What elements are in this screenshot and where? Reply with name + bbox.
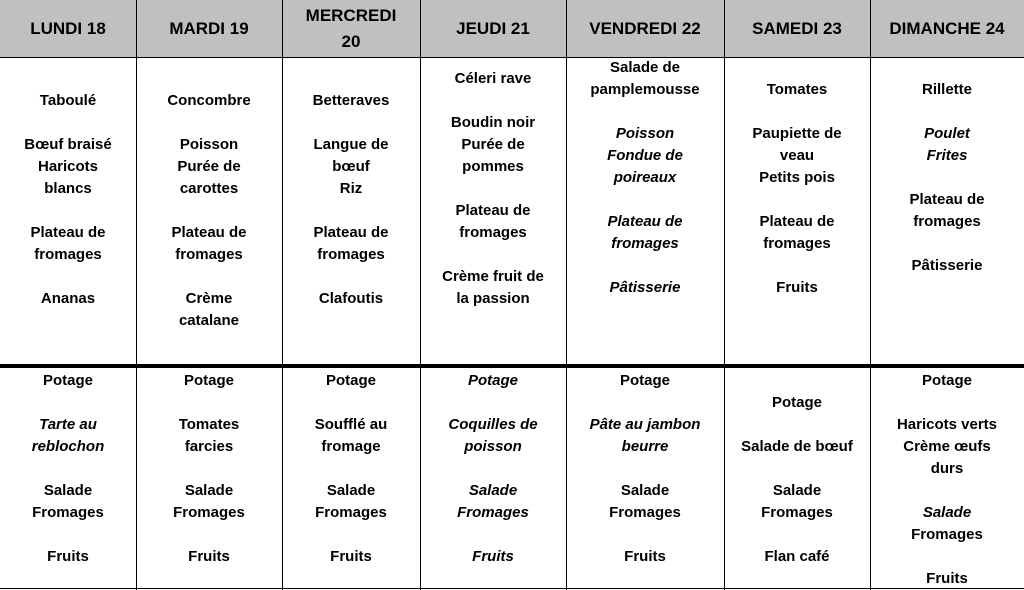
menu-item: Plateau de <box>455 202 531 219</box>
menu-item: bœuf <box>332 158 370 175</box>
menu-item: Poulet <box>924 125 970 142</box>
lunch-cell <box>870 58 1024 364</box>
day-header <box>420 0 566 58</box>
menu-item: Fromages <box>173 504 245 521</box>
menu-item: veau <box>779 147 815 164</box>
menu-item: Crème <box>185 290 233 307</box>
menu-item: poireaux <box>613 169 677 186</box>
menu-item: fromages <box>763 235 831 252</box>
menu-item: Soufflé au <box>314 416 388 433</box>
menu-item: Flan café <box>764 548 830 565</box>
menu-item: Potage <box>325 372 376 389</box>
menu-item: Clafoutis <box>318 290 384 307</box>
menu-item: Salade de <box>609 59 681 76</box>
menu-item: Coquilles de <box>448 416 538 433</box>
lunch-items <box>420 68 566 310</box>
menu-item: Salade <box>772 482 822 499</box>
menu-item: Salade <box>922 504 972 521</box>
day-header-label: SAMEDI 23 <box>752 18 842 38</box>
menu-item: Plateau de <box>171 224 247 241</box>
menu-item: blancs <box>44 180 92 197</box>
dinner-cell <box>870 368 1024 590</box>
dinner-cell <box>566 368 724 590</box>
menu-item: pamplemousse <box>590 81 700 98</box>
menu-item: catalane <box>178 312 240 329</box>
menu-item: carottes <box>179 180 239 197</box>
menu-item: Riz <box>339 180 363 197</box>
menu-item: Haricots <box>37 158 99 175</box>
menu-item: Concombre <box>167 92 251 109</box>
lunch-items <box>0 90 136 310</box>
menu-item: farcies <box>184 438 234 455</box>
lunch-items <box>136 90 282 332</box>
menu-item: pommes <box>462 158 524 175</box>
menu-item: Plateau de <box>607 213 683 230</box>
menu-item: Fruits <box>188 548 230 565</box>
menu-item: Fruits <box>926 570 968 587</box>
menu-item: Salade <box>620 482 670 499</box>
day-header-label: LUNDI 18 <box>30 18 106 38</box>
menu-item: fromages <box>175 246 243 263</box>
menu-item: Langue de <box>313 136 389 153</box>
lunch-items <box>566 57 724 299</box>
menu-item: Fondue de <box>607 147 683 164</box>
column-divider <box>566 0 567 590</box>
menu-item: Potage <box>619 372 670 389</box>
day-header-label: MARDI 19 <box>169 18 249 38</box>
menu-item: Betteraves <box>312 92 390 109</box>
menu-item: Potage <box>183 372 234 389</box>
dinner-cell <box>136 368 282 590</box>
day-header-label: VENDREDI 22 <box>589 18 701 38</box>
menu-item: Bœuf braisé <box>24 136 112 153</box>
menu-item: Fruits <box>472 548 514 565</box>
dinner-items <box>136 370 282 568</box>
lunch-items <box>724 79 870 299</box>
menu-item: reblochon <box>31 438 105 455</box>
column-divider <box>724 0 725 590</box>
menu-item: Fromages <box>609 504 681 521</box>
day-header <box>0 0 136 58</box>
lunch-cell <box>724 58 870 364</box>
menu-item: Fromages <box>32 504 104 521</box>
menu-item: fromages <box>913 213 981 230</box>
menu-item: Potage <box>771 394 822 411</box>
dinner-cell <box>282 368 420 590</box>
menu-item: Plateau de <box>759 213 835 230</box>
menu-item: beurre <box>621 438 669 455</box>
menu-item: Potage <box>921 372 972 389</box>
menu-item: Pâtisserie <box>911 257 983 274</box>
menu-item: Fromages <box>315 504 387 521</box>
column-divider <box>420 0 421 590</box>
dinner-cell <box>0 368 136 590</box>
menu-item: Fruits <box>47 548 89 565</box>
day-header <box>566 0 724 58</box>
menu-item: fromages <box>317 246 385 263</box>
menu-item: Fruits <box>624 548 666 565</box>
day-column <box>282 0 420 590</box>
day-header-label: MERCREDI 20 <box>305 5 397 51</box>
menu-item: fromages <box>459 224 527 241</box>
menu-item: Plateau de <box>909 191 985 208</box>
day-header <box>136 0 282 58</box>
menu-item: Rillette <box>921 81 972 98</box>
menu-item: la passion <box>456 290 530 307</box>
column-divider <box>136 0 137 590</box>
menu-item: fromages <box>611 235 679 252</box>
menu-item: Petits pois <box>759 169 835 186</box>
menu-item: Boudin noir <box>450 114 536 131</box>
day-column <box>566 0 724 590</box>
menu-item: Haricots verts <box>896 416 998 433</box>
menu-item: Salade <box>184 482 234 499</box>
table-bottom-border <box>0 588 1024 589</box>
menu-item: Purée de <box>461 136 525 153</box>
dinner-cell <box>724 368 870 590</box>
menu-item: Céleri rave <box>454 70 532 87</box>
dinner-items <box>870 370 1024 590</box>
menu-item: Frites <box>926 147 968 164</box>
menu-item: Tarte au <box>39 416 97 433</box>
menu-item: Poisson <box>179 136 239 153</box>
dinner-items <box>566 370 724 568</box>
day-column <box>0 0 136 590</box>
day-header <box>282 0 420 58</box>
menu-item: Salade <box>326 482 376 499</box>
menu-item: Tomates <box>766 81 828 98</box>
lunch-items <box>282 90 420 310</box>
lunch-cell <box>136 58 282 364</box>
lunch-items <box>870 79 1024 277</box>
menu-item: Potage <box>42 372 93 389</box>
menu-item: Taboulé <box>39 92 97 109</box>
menu-item: Salade de bœuf <box>741 438 853 455</box>
dinner-items <box>724 392 870 568</box>
menu-item: Plateau de <box>30 224 106 241</box>
menu-item: Ananas <box>40 290 96 307</box>
menu-item: Crème œufs <box>903 438 991 455</box>
day-column <box>870 0 1024 590</box>
menu-item: Fruits <box>776 279 818 296</box>
menu-item: poisson <box>464 438 522 455</box>
lunch-cell <box>282 58 420 364</box>
dinner-items <box>420 370 566 568</box>
menu-item: fromage <box>321 438 381 455</box>
menu-item: Pâte au jambon <box>589 416 701 433</box>
lunch-cell <box>420 58 566 364</box>
menu-item: Potage <box>467 372 518 389</box>
menu-item: Paupiette de <box>752 125 842 142</box>
column-divider <box>282 0 283 590</box>
day-column <box>136 0 282 590</box>
column-divider <box>870 0 871 590</box>
menu-item: Fromages <box>457 504 529 521</box>
menu-item: Fromages <box>761 504 833 521</box>
menu-item: Poisson <box>615 125 675 142</box>
meal-separator <box>0 364 1024 368</box>
menu-item: Tomates <box>178 416 240 433</box>
dinner-cell <box>420 368 566 590</box>
dinner-items <box>282 370 420 568</box>
menu-item: durs <box>930 460 964 477</box>
menu-item: Purée de <box>177 158 241 175</box>
menu-item: Fromages <box>911 526 983 543</box>
lunch-cell <box>0 58 136 364</box>
day-header-label: DIMANCHE 24 <box>889 18 1005 38</box>
dinner-items <box>0 370 136 568</box>
day-column <box>420 0 566 590</box>
menu-item: Fruits <box>330 548 372 565</box>
menu-item: Salade <box>43 482 93 499</box>
day-header <box>870 0 1024 58</box>
menu-item: Salade <box>468 482 518 499</box>
menu-item: Pâtisserie <box>609 279 681 296</box>
day-header-label: JEUDI 21 <box>456 18 530 38</box>
day-header <box>724 0 870 58</box>
day-column <box>724 0 870 590</box>
menu-item: fromages <box>34 246 102 263</box>
menu-item: Plateau de <box>313 224 389 241</box>
menu-item: Crème fruit de <box>442 268 544 285</box>
lunch-cell <box>566 58 724 364</box>
